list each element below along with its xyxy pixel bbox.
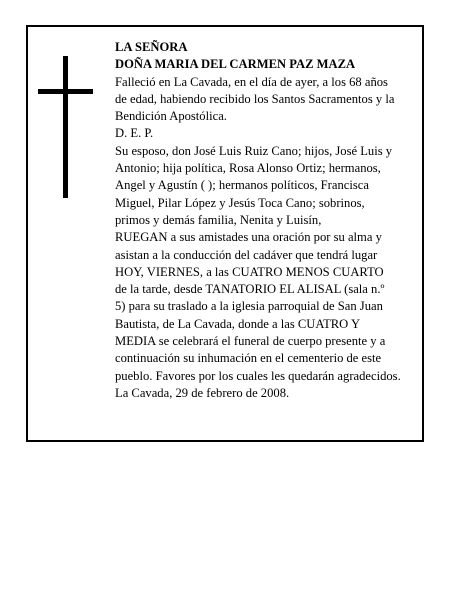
obituary-line: HOY, VIERNES, a las CUATRO MENOS CUARTO <box>115 264 384 279</box>
obituary-heading: LA SEÑORA <box>115 40 188 54</box>
obituary-line: Bautista, de La Cavada, donde a las CUATRO Y <box>115 316 361 331</box>
deceased-name: DOÑA MARIA DEL CARMEN PAZ MAZA <box>115 57 356 72</box>
obituary-line: Bendición Apostólica. <box>115 109 227 124</box>
obituary-line: Angel y Agustín ( ); hermanos políticos, Francisca <box>115 178 369 193</box>
obituary-line: La Cavada, 29 de febrero de 2008. <box>115 385 290 400</box>
cross-icon <box>38 56 98 198</box>
obituary-line: MEDIA se celebrará el funeral de cuerpo presente y a <box>115 334 386 349</box>
obituary-line: D. E. P. <box>115 126 154 141</box>
obituary-line: de la tarde, desde TANATORIO EL ALISAL (sala n.º <box>115 282 385 297</box>
obituary-line: pueblo. Favores por los cuales les quedarán agradecidos. <box>115 368 401 383</box>
obituary-line: RUEGAN a sus amistades una oración por su alma y <box>115 230 382 245</box>
obituary-line: continuación su inhumación en el cementerio de este <box>115 351 382 366</box>
obituary-line: asistan a la conducción del cadáver que tendrá lugar <box>115 247 378 262</box>
obituary-line: de edad, habiendo recibido los Santos Sacramentos y la <box>115 91 395 106</box>
obituary-line: Su esposo, don José Luis Ruiz Cano; hijos, José Luis y <box>115 143 393 158</box>
obituary-text <box>115 39 419 402</box>
obituary-notice <box>26 25 424 442</box>
cross-horizontal-bar <box>38 89 93 94</box>
obituary-line: primos y demás familia, Nenita y Luisín, <box>115 212 322 227</box>
obituary-line: Falleció en La Cavada, en el día de ayer, a los 68 años <box>115 74 388 89</box>
cross-vertical-bar <box>63 56 68 198</box>
obituary-line: Miguel, Pilar López y Jesús Toca Cano; sobrinos, <box>115 195 365 210</box>
obituary-line: Antonio; hija política, Rosa Alonso Ortiz; hermanos, <box>115 161 381 176</box>
obituary-line: 5) para su traslado a la iglesia parroquial de San Juan <box>115 299 383 314</box>
